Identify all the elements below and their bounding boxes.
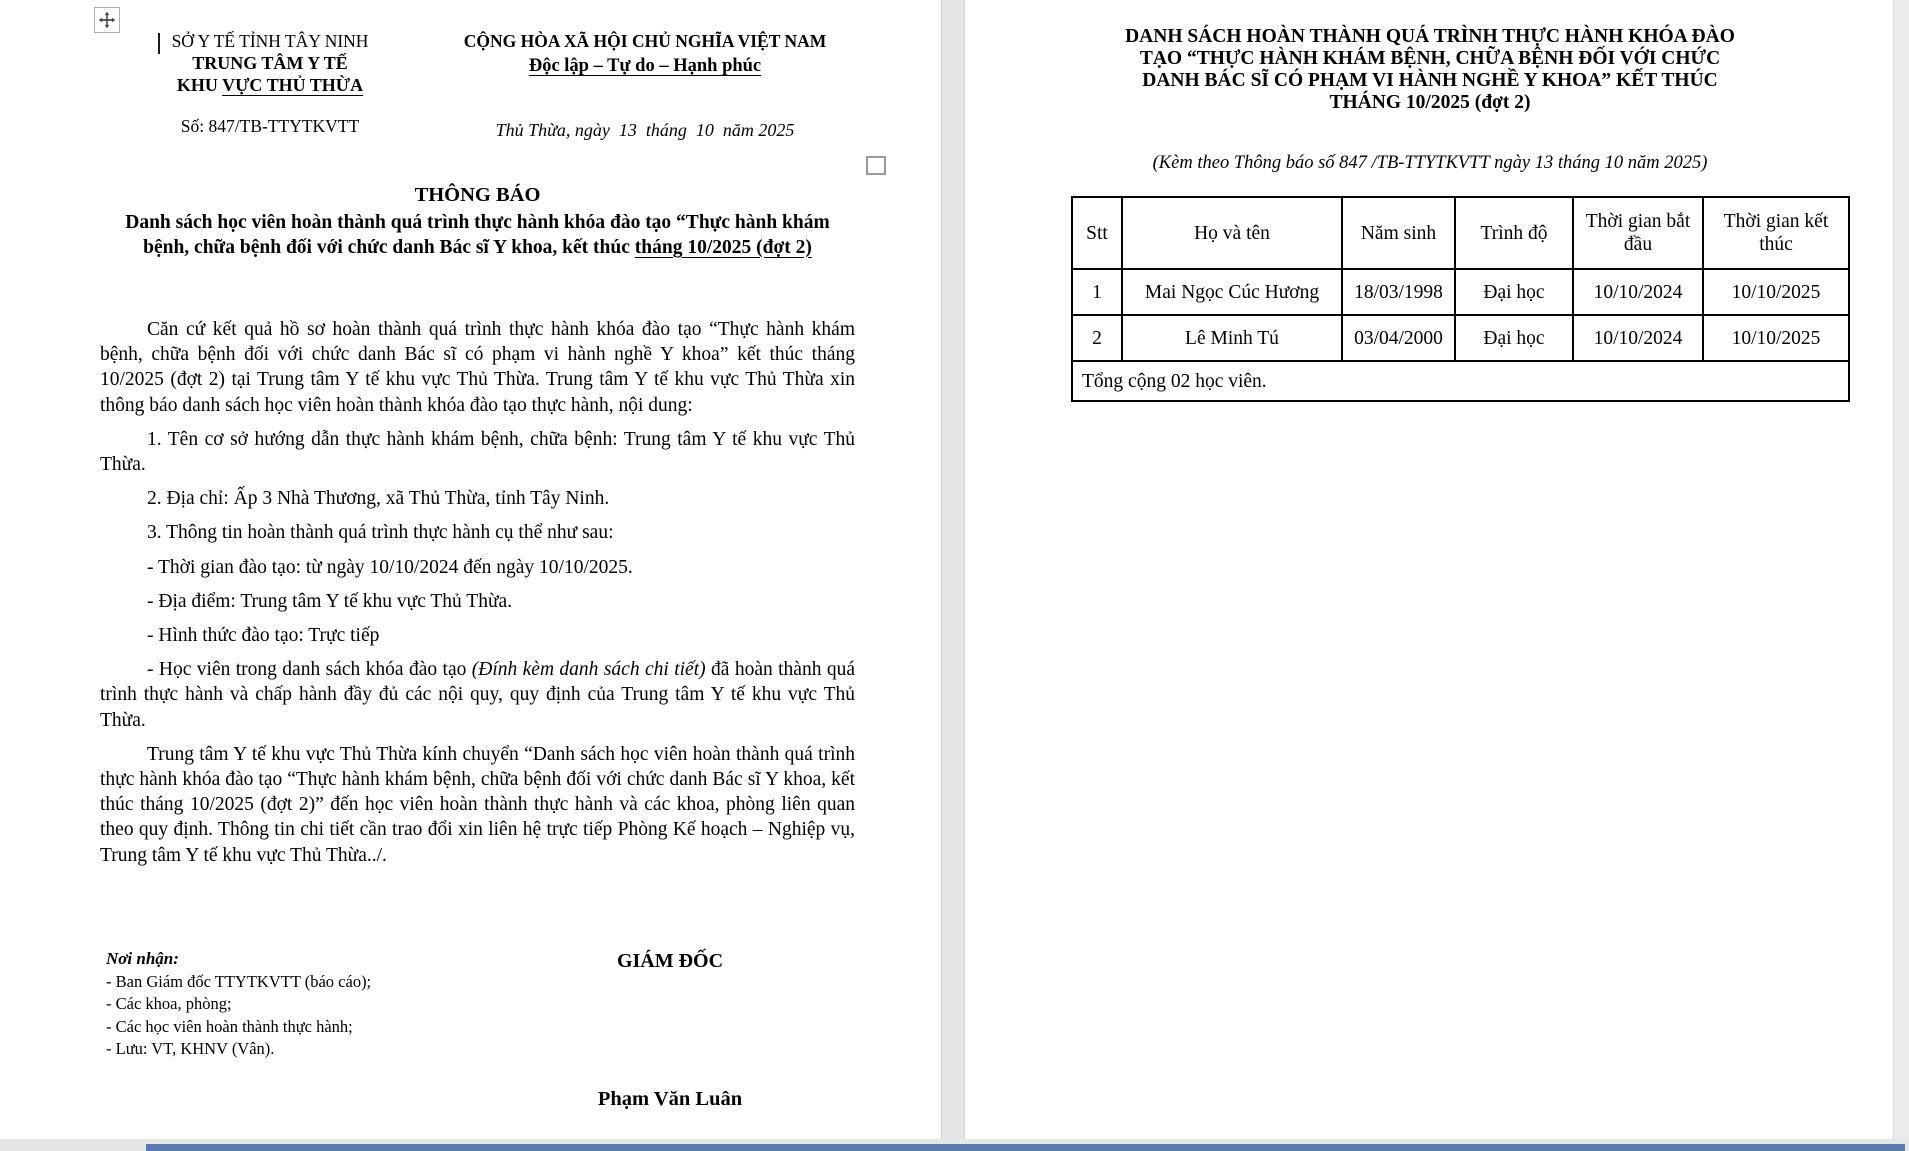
cell-start: 10/10/2024 <box>1573 315 1703 361</box>
document-page-1[interactable] <box>0 0 941 1139</box>
total-count: Tổng cộng 02 học viên. <box>1072 361 1849 401</box>
cell-stt: 2 <box>1072 315 1122 361</box>
status-bar-edge <box>146 1144 1905 1151</box>
col-header-degree: Trình độ <box>1455 197 1573 269</box>
table-row <box>1072 315 1849 361</box>
recipients-label: Nơi nhận: <box>106 949 179 968</box>
table-header-row <box>1072 197 1849 269</box>
cell-end: 10/10/2025 <box>1703 315 1849 361</box>
signer-title: GIÁM ĐỐC <box>616 950 724 972</box>
cell-start: 10/10/2024 <box>1573 269 1703 315</box>
motto-line: Độc lập – Tự do – Hạnh phúc <box>528 56 762 76</box>
col-header-birth: Năm sinh <box>1342 197 1455 269</box>
paragraph-format: - Hình thức đào tạo: Trực tiếp <box>147 625 380 647</box>
cell-birth: 18/03/1998 <box>1342 269 1455 315</box>
recipients-block <box>106 948 536 1061</box>
place-date-line: Thủ Thừa, ngày 13 tháng 10 năm 2025 <box>495 120 795 140</box>
list-title <box>1000 26 1860 114</box>
national-motto-block <box>425 30 865 77</box>
document-page-2[interactable] <box>965 0 1893 1139</box>
attachment-note-italic: (Đính kèm danh sách chi tiết) <box>471 659 706 681</box>
paragraph-item-2: 2. Địa chỉ: Ấp 3 Nhà Thương, xã Thủ Thừa, tỉnh Tây Ninh. <box>147 488 610 510</box>
paragraph-item-3: 3. Thông tin hoàn thành quá trình thực hành cụ thể như sau: <box>147 522 614 544</box>
table-total-row <box>1072 361 1849 401</box>
col-header-stt: Stt <box>1072 197 1122 269</box>
cell-degree: Đại học <box>1455 315 1573 361</box>
recipient-item: - Lưu: VT, KHNV (Vân). <box>106 1039 275 1058</box>
issuing-agency-block <box>115 30 425 96</box>
agency-parent: SỞ Y TẾ TỈNH TÂY NINH <box>171 31 369 51</box>
cell-degree: Đại học <box>1455 269 1573 315</box>
document-number: Số: 847/TB-TTYTKVTT <box>180 116 360 136</box>
trainee-table-wrapper <box>1071 196 1850 402</box>
subtitle-underlined: tháng 10/2025 (đợt 2) <box>634 236 812 258</box>
col-header-start: Thời gian bắt đầu <box>1573 197 1703 269</box>
paragraph-duration: - Thời gian đào tạo: từ ngày 10/10/2024 đến ngày 10/10/2025. <box>147 556 633 578</box>
empty-checkbox[interactable] <box>866 156 886 175</box>
paragraph-item-1: 1. Tên cơ sở hướng dẫn thực hành khám bệnh, chữa bệnh: Trung tâm Y tế khu vực Thủ Thừa. <box>100 428 855 476</box>
list-title-line: TẠO “THỰC HÀNH KHÁM BỆNH, CHỮA BỆNH ĐỐI VỚI CHỨC <box>1139 48 1721 69</box>
table-row <box>1072 269 1849 315</box>
signer-name: Phạm Văn Luân <box>597 1088 743 1110</box>
citation-line: (Kèm theo Thông báo số 847 /TB-TTYTKVTT ngày 13 tháng 10 năm 2025) <box>1152 153 1708 173</box>
cell-end: 10/10/2025 <box>1703 269 1849 315</box>
recipient-item: - Các học viên hoàn thành thực hành; <box>106 1016 353 1036</box>
recipient-item: - Các khoa, phòng; <box>106 994 232 1013</box>
cell-birth: 03/04/2000 <box>1342 315 1455 361</box>
republic-line: CỘNG HÒA XÃ HỘI CHỦ NGHĨA VIỆT NAM <box>463 31 827 51</box>
paragraph-basis: Căn cứ kết quả hồ sơ hoàn thành quá trình thực hành khóa đào tạo “Thực hành khám bệnh, chữa bệnh đối với chức danh Bác sĩ có phạm vi hành nghề Y khoa” kết thúc tháng 10/2025 (đợt 2) tại Trung tâm Y tế khu vực Thủ Thừa. Trung tâm Y tế khu vực Thủ Thừa xin thông báo danh sách học viên hoàn thành khóa đào tạo thực hành, nội dung: <box>100 319 855 416</box>
cell-name: Mai Ngọc Cúc Hương <box>1122 269 1342 315</box>
notice-body <box>100 317 855 877</box>
notice-subtitle <box>100 211 855 260</box>
paragraph-location: - Địa điểm: Trung tâm Y tế khu vực Thủ Thừa. <box>147 590 513 612</box>
paragraph-trainees: - Học viên trong danh sách khóa đào tạo (Đính kèm danh sách chi tiết) đã hoàn thành quá trình thực hành và chấp hành đầy đủ các nội quy, quy định của Trung tâm Y tế khu vực Thủ Thừa. <box>100 659 855 731</box>
list-title-line: THÁNG 10/2025 (đợt 2) <box>1329 92 1531 113</box>
cell-name: Lê Minh Tú <box>1122 315 1342 361</box>
vertical-scrollbar[interactable] <box>1893 0 1909 1151</box>
paragraph-closing: Trung tâm Y tế khu vực Thủ Thừa kính chuyển “Danh sách học viên hoàn thành quá trình thực hành khóa đào tạo “Thực hành khám bệnh, chữa bệnh đối với chức danh Bác sĩ Y khoa, kết thúc tháng 10/2025 (đợt 2)” đến học viên hoàn thành thực hành và các khoa, phòng liên quan theo quy định. Thông tin chi tiết cần trao đổi xin liên hệ trực tiếp Phòng Kế hoạch – Nghiệp vụ, Trung tâm Y tế khu vực Thủ Thừa../. <box>100 743 855 866</box>
trainee-table <box>1071 196 1850 402</box>
col-header-name: Họ và tên <box>1122 197 1342 269</box>
list-title-line: DANH SÁCH HOÀN THÀNH QUÁ TRÌNH THỰC HÀNH KHÓA ĐÀO <box>1125 26 1735 47</box>
notice-title: THÔNG BÁO <box>414 184 541 206</box>
subtitle-main: Danh sách học viên hoàn thành quá trình thực hành khóa đào tạo “Thực hành khám bệnh, chữa bệnh đối với chức danh Bác sĩ Y khoa, kết thúc <box>125 212 830 258</box>
agency-name: TRUNG TÂM Y TẾ <box>192 53 348 73</box>
cell-stt: 1 <box>1072 269 1122 315</box>
recipient-item: - Ban Giám đốc TTYTKVTT (báo cáo); <box>106 971 372 991</box>
page-gap-divider <box>941 0 965 1151</box>
agency-branch: KHU VỰC THỦ THỪA <box>176 75 364 95</box>
four-way-arrows-icon <box>98 11 116 29</box>
col-header-end: Thời gian kết thúc <box>1703 197 1849 269</box>
list-title-line: DANH BÁC SĨ CÓ PHẠM VI HÀNH NGHỀ Y KHOA” KẾT THÚC <box>1142 70 1718 91</box>
